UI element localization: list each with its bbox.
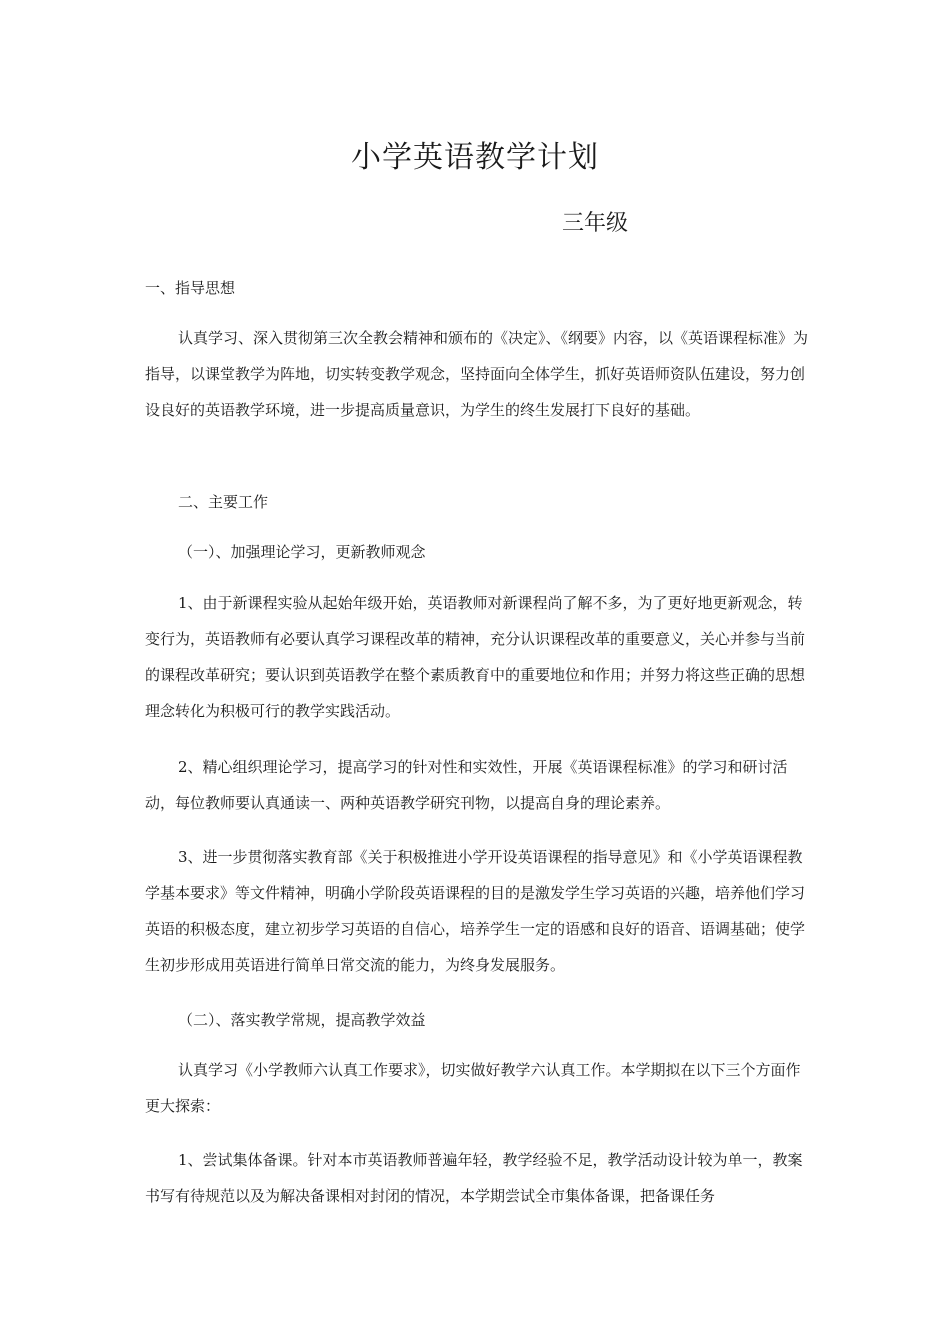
subheading-teaching-routine: （二）、落实教学常规，提高教学效益 [178,1011,426,1029]
heading-main-work: 二、主要工作 [178,493,269,511]
document-subtitle: 三年级 [562,211,629,236]
heading-guiding-thought: 一、指导思想 [145,279,236,297]
document-title: 小学英语教学计划 [351,140,599,175]
list-item-theory-3: 3、进一步贯彻落实教育部《关于积极推进小学开设英语课程的指导意见》和《小学英语课程教学基本要求》等文件精神，明确小学阶段英语课程的目的是激发学生学习英语的兴趣，培养他们学习英语的积极态度，建立初步学习英语的自信心，培养学生一定的语感和良好的语音、语调基础；使学生初步形成用英语进行简单日常交流的能力，为终身发展服务。 [145,848,806,974]
paragraph-guiding-thought: 认真学习、深入贯彻第三次全教会精神和颁布的《决定》、《纲要》内容，以《英语课程标准》为指导，以课堂教学为阵地，切实转变教学观念，坚持面向全体学生，抓好英语师资队伍建设，努力创设良好的英语教学环境，进一步提高质量意识，为学生的终生发展打下良好的基础。 [145,329,809,419]
paragraph-teaching-routine: 认真学习《小学教师六认真工作要求》，切实做好教学六认真工作。本学期拟在以下三个方面作更大探索： [145,1061,801,1115]
list-item-routine-1: 1、尝试集体备课。针对本市英语教师普遍年轻，教学经验不足，教学活动设计较为单一，教案书写有待规范以及为解决备课相对封闭的情况，本学期尝试全市集体备课，把备课任务 [145,1151,803,1205]
list-item-theory-1: 1、由于新课程实验从起始年级开始，英语教师对新课程尚了解不多，为了更好地更新观念，转变行为，英语教师有必要认真学习课程改革的精神，充分认识课程改革的重要意义，关心并参与当前的课程改革研究；要认识到英语教学在整个素质教育中的重要地位和作用；并努力将这些正确的思想理念转化为积极可行的教学实践活动。 [145,594,806,720]
list-item-theory-2: 2、精心组织理论学习，提高学习的针对性和实效性，开展《英语课程标准》的学习和研讨活动，每位教师要认真通读一、两种英语教学研究刊物，以提高自身的理论素养。 [145,758,788,812]
subheading-theory-study: （一）、加强理论学习，更新教师观念 [178,543,426,561]
